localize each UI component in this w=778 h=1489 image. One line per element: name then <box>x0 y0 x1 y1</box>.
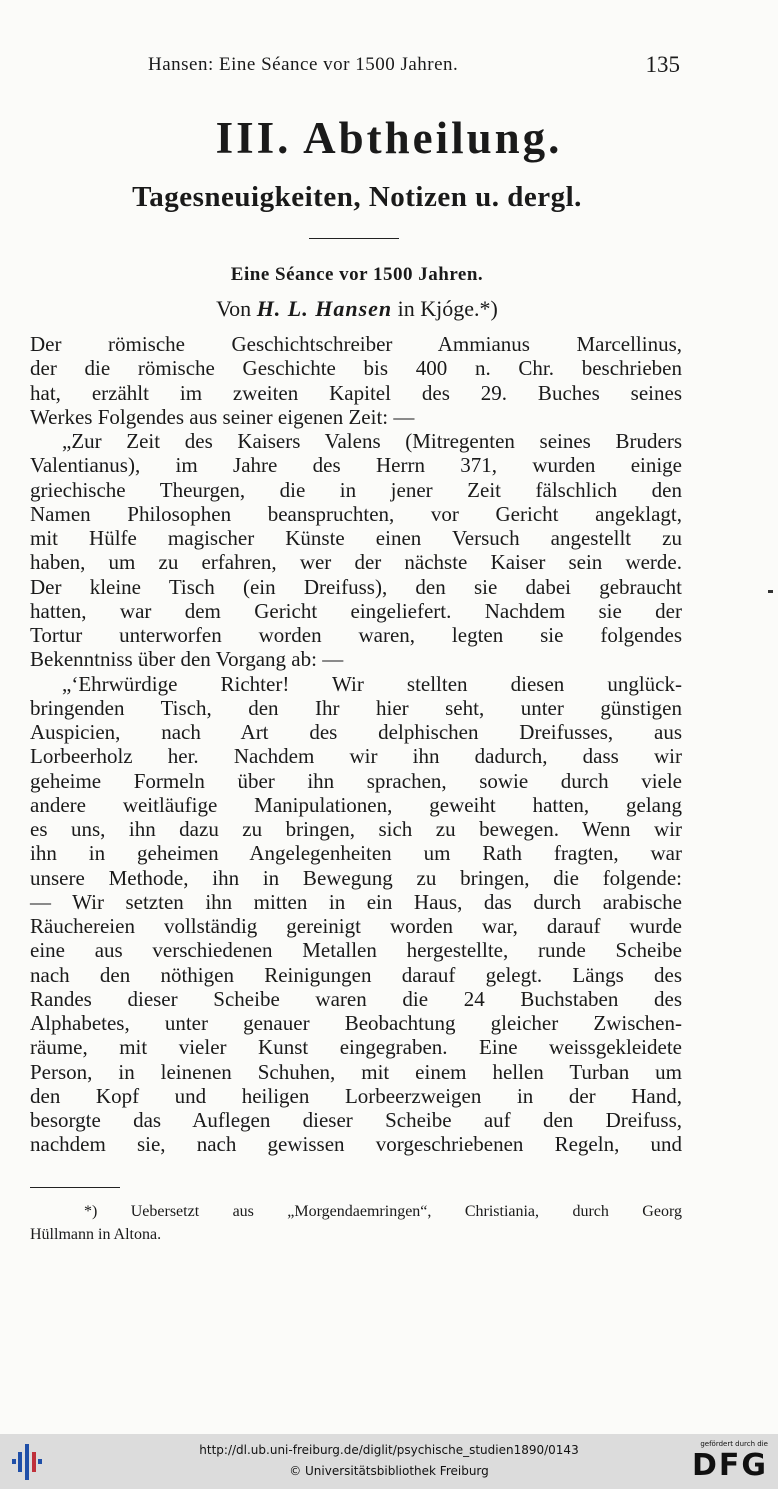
footnote-line: Hüllmann in Altona. <box>30 1226 162 1243</box>
section-title: III. Abtheilung. <box>215 113 563 163</box>
body-line: „‘Ehrwürdige Richter! Wir stellten diesen unglück- <box>62 671 682 696</box>
dfg-wordmark: DFG <box>691 1448 768 1483</box>
running-head-title: Hansen: Eine Séance vor 1500 Jahren. <box>148 54 459 75</box>
body-line: nach den nöthigen Reinigungen darauf gelegt. Längs des <box>30 962 682 987</box>
byline <box>0 296 714 322</box>
body-line: Alphabetes, unter genauer Beobachtung gleicher Zwischen- <box>30 1011 682 1035</box>
body-line: geheime Formeln über ihn sprachen, sowie durch viele <box>30 768 682 793</box>
footnote <box>30 1200 682 1246</box>
body-line: „Zur Zeit des Kaisers Valens (Mitregenten seines Bruders <box>62 429 682 453</box>
copyright-notice: © Universitätsbibliothek Freiburg <box>289 1464 489 1478</box>
body-line: Auspicien, nach Art des delphischen Dreifusses, aus <box>30 720 682 744</box>
body-line: ihn in geheimen Angelegenheiten um Rath fragten, war <box>30 841 682 866</box>
body-line: räume, mit vieler Kunst eingegraben. Eine weissgekleidete <box>30 1035 682 1060</box>
article-body <box>30 332 682 1157</box>
body-line: griechische Theurgen, die in jener Zeit fälschlich den <box>30 477 682 502</box>
body-line: den Kopf und heiligen Lorbeerzweigen in der Hand, <box>30 1083 682 1108</box>
body-line: hatten, war dem Gericht eingeliefert. Nachdem sie der <box>30 598 682 623</box>
body-line: Valentianus), im Jahre des Herrn 371, wurden einige <box>30 453 682 478</box>
body-line: nachdem sie, nach gewissen vorgeschriebenen Regeln, und <box>30 1132 682 1157</box>
footer-bar <box>0 1434 778 1489</box>
body-line: besorgte das Auflegen dieser Scheibe auf den Dreifuss, <box>30 1108 682 1132</box>
body-line: Der kleine Tisch (ein Dreifuss), den sie dabei gebraucht <box>30 574 682 599</box>
byline-suffix: in Kjóge.*) <box>397 296 498 321</box>
footnote-divider <box>30 1187 120 1188</box>
title-divider <box>309 238 399 239</box>
article-title: Eine Séance vor 1500 Jahren. <box>230 264 484 285</box>
byline-prefix: Von <box>216 296 252 321</box>
body-line: haben, um zu erfahren, wer der nächste Kaiser sein werde. <box>30 550 682 575</box>
body-line: mit Hülfe magischer Künste einen Versuch angestellt zu <box>30 526 682 550</box>
body-line: Bekenntniss über den Vorgang ab: — <box>30 647 344 672</box>
dfg-funding-note: gefördert durch die <box>700 1440 768 1448</box>
body-line: Tortur unterworfen worden waren, legten sie folgendes <box>30 623 682 647</box>
dfg-logo[interactable] <box>686 1440 768 1484</box>
running-head <box>148 54 680 84</box>
body-line: Räuchereien vollständig gereinigt worden war, darauf wurde <box>30 914 682 938</box>
body-line: — Wir setzten ihn mitten in ein Haus, das durch arabische <box>30 889 682 914</box>
body-line: der die römische Geschichte bis 400 n. Chr. beschrieben <box>30 356 682 381</box>
body-line: Namen Philosophen beanspruchten, vor Gericht angeklagt, <box>30 501 682 526</box>
section-subtitle: Tagesneuigkeiten, Notizen u. dergl. <box>132 181 582 213</box>
margin-mark <box>768 590 773 593</box>
body-line: Der römische Geschichtschreiber Ammianus Marcellinus, <box>30 332 682 356</box>
body-line: bringenden Tisch, den Ihr hier seht, unter günstigen <box>30 695 682 720</box>
body-line: es uns, ihn dazu zu bringen, sich zu bewegen. Wenn wir <box>30 817 682 841</box>
body-line: Lorbeerholz her. Nachdem wir ihn dadurch, dass wir <box>30 744 682 769</box>
body-line: andere weitläufige Manipulationen, geweiht hatten, gelang <box>30 792 682 817</box>
footnote-line: *) Uebersetzt aus „Morgendaemringen“, Christiania, durch Georg <box>84 1203 682 1220</box>
page-number: 135 <box>645 52 680 77</box>
body-line: Randes dieser Scheibe waren die 24 Buchstaben des <box>30 986 682 1011</box>
author-name: H. L. Hansen <box>256 296 393 321</box>
body-line: unsere Methode, ihn in Bewegung zu bringen, die folgende: <box>30 865 682 890</box>
source-url[interactable]: http://dl.ub.uni-freiburg.de/diglit/psychische_studien1890/0143 <box>199 1443 579 1457</box>
body-line: Person, in leinenen Schuhen, mit einem hellen Turban um <box>30 1059 682 1084</box>
body-line: Werkes Folgendes aus seiner eigenen Zeit: — <box>30 404 415 429</box>
body-line: hat, erzählt im zweiten Kapitel des 29. Buches seines <box>30 380 682 405</box>
body-line: eine aus verschiedenen Metallen hergestellte, runde Scheibe <box>30 938 682 963</box>
